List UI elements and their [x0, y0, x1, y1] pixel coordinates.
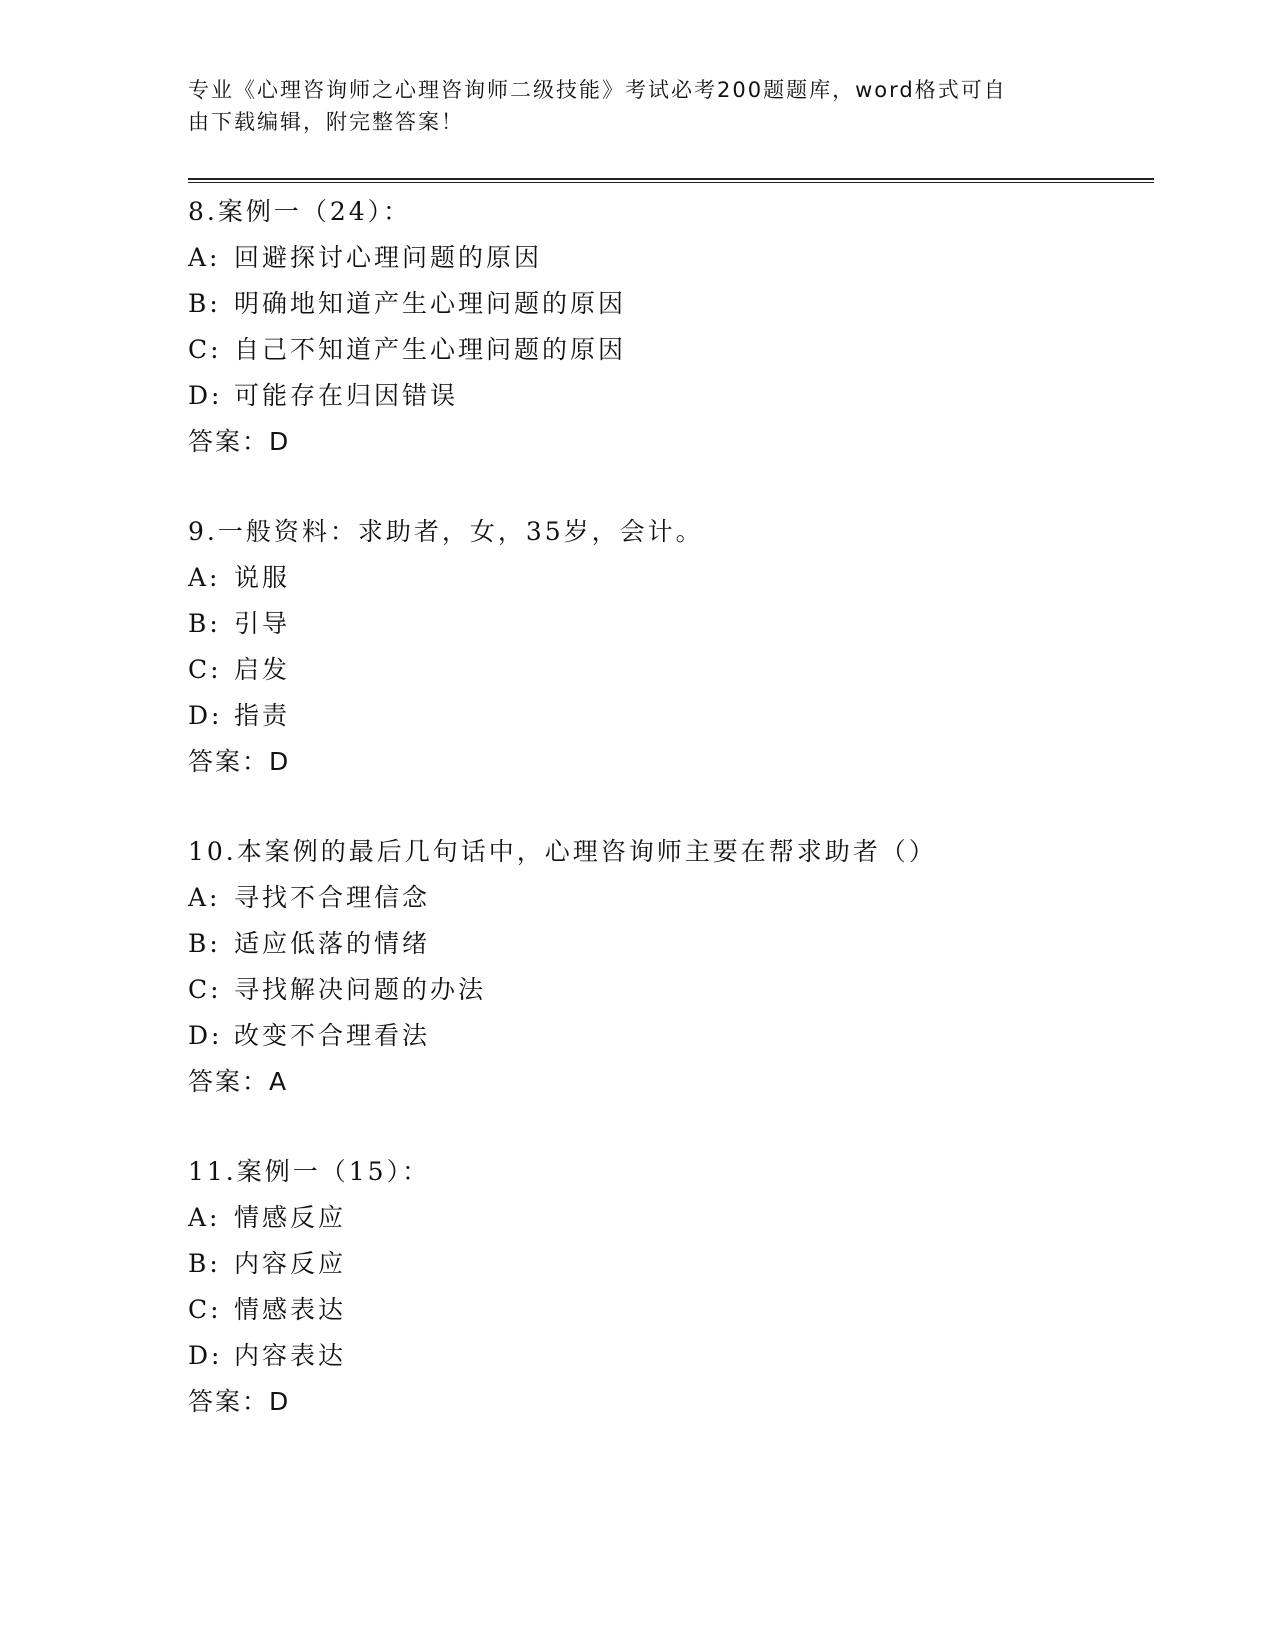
option-key: B:	[188, 289, 221, 318]
option-a	[188, 555, 1148, 601]
option-c	[188, 1287, 1148, 1333]
option-key: A:	[188, 243, 221, 272]
question-block	[188, 189, 1148, 465]
question-block	[188, 1149, 1148, 1425]
option-text: 自己不知道产生心理问题的原因	[234, 335, 627, 364]
option-c	[188, 967, 1148, 1013]
question-stem: 9.一般资料：求助者，女，35岁，会计。	[188, 517, 704, 546]
option-text: 内容反应	[234, 1249, 347, 1278]
option-a	[188, 1195, 1148, 1241]
option-c	[188, 647, 1148, 693]
option-text: 情感表达	[234, 1295, 347, 1324]
header-divider-thick	[188, 178, 1154, 180]
option-key: A:	[188, 563, 221, 592]
question-block	[188, 509, 1148, 785]
option-b	[188, 921, 1148, 967]
header-divider-thin	[188, 182, 1154, 183]
option-text: 说服	[234, 563, 291, 592]
answer-line: 答案：D	[188, 747, 291, 776]
option-a	[188, 875, 1148, 921]
answer-line: 答案：D	[188, 1387, 291, 1416]
option-text: 回避探讨心理问题的原因	[234, 243, 543, 272]
option-key: D:	[188, 701, 223, 730]
question-stem: 8.案例一（24）：	[188, 197, 412, 226]
option-key: D:	[188, 1341, 223, 1370]
option-b	[188, 601, 1148, 647]
option-d	[188, 1333, 1148, 1379]
header-line-2: 由下载编辑，附完整答案！	[188, 110, 464, 134]
option-text: 内容表达	[234, 1341, 347, 1370]
answer-line: 答案：D	[188, 427, 291, 456]
header-line-1: 专业《心理咨询师之心理咨询师二级技能》考试必考200题题库，word格式可自	[188, 78, 1007, 102]
option-key: A:	[188, 1203, 221, 1232]
question-block	[188, 829, 1148, 1105]
option-key: C:	[188, 655, 222, 684]
option-d	[188, 373, 1148, 419]
option-key: B:	[188, 929, 221, 958]
option-text: 情感反应	[234, 1203, 347, 1232]
option-text: 寻找解决问题的办法	[234, 975, 487, 1004]
option-d	[188, 1013, 1148, 1059]
question-stem: 10.本案例的最后几句话中，心理咨询师主要在帮求助者（）	[188, 837, 937, 866]
option-key: C:	[188, 335, 222, 364]
option-key: B:	[188, 1249, 221, 1278]
option-key: A:	[188, 883, 221, 912]
option-text: 指责	[234, 701, 291, 730]
option-key: B:	[188, 609, 221, 638]
option-key: C:	[188, 975, 222, 1004]
option-text: 可能存在归因错误	[234, 381, 459, 410]
option-text: 启发	[234, 655, 291, 684]
question-stem: 11.案例一（15）：	[188, 1157, 431, 1186]
option-b	[188, 1241, 1148, 1287]
option-key: D:	[188, 381, 223, 410]
option-a	[188, 235, 1148, 281]
option-text: 明确地知道产生心理问题的原因	[234, 289, 627, 318]
option-text: 引导	[234, 609, 291, 638]
option-text: 寻找不合理信念	[234, 883, 431, 912]
answer-line: 答案：A	[188, 1067, 289, 1096]
option-key: C:	[188, 1295, 222, 1324]
option-text: 适应低落的情绪	[234, 929, 431, 958]
option-d	[188, 693, 1148, 739]
option-text: 改变不合理看法	[234, 1021, 431, 1050]
option-b	[188, 281, 1148, 327]
document-header	[188, 74, 1088, 138]
option-c	[188, 327, 1148, 373]
option-key: D:	[188, 1021, 223, 1050]
